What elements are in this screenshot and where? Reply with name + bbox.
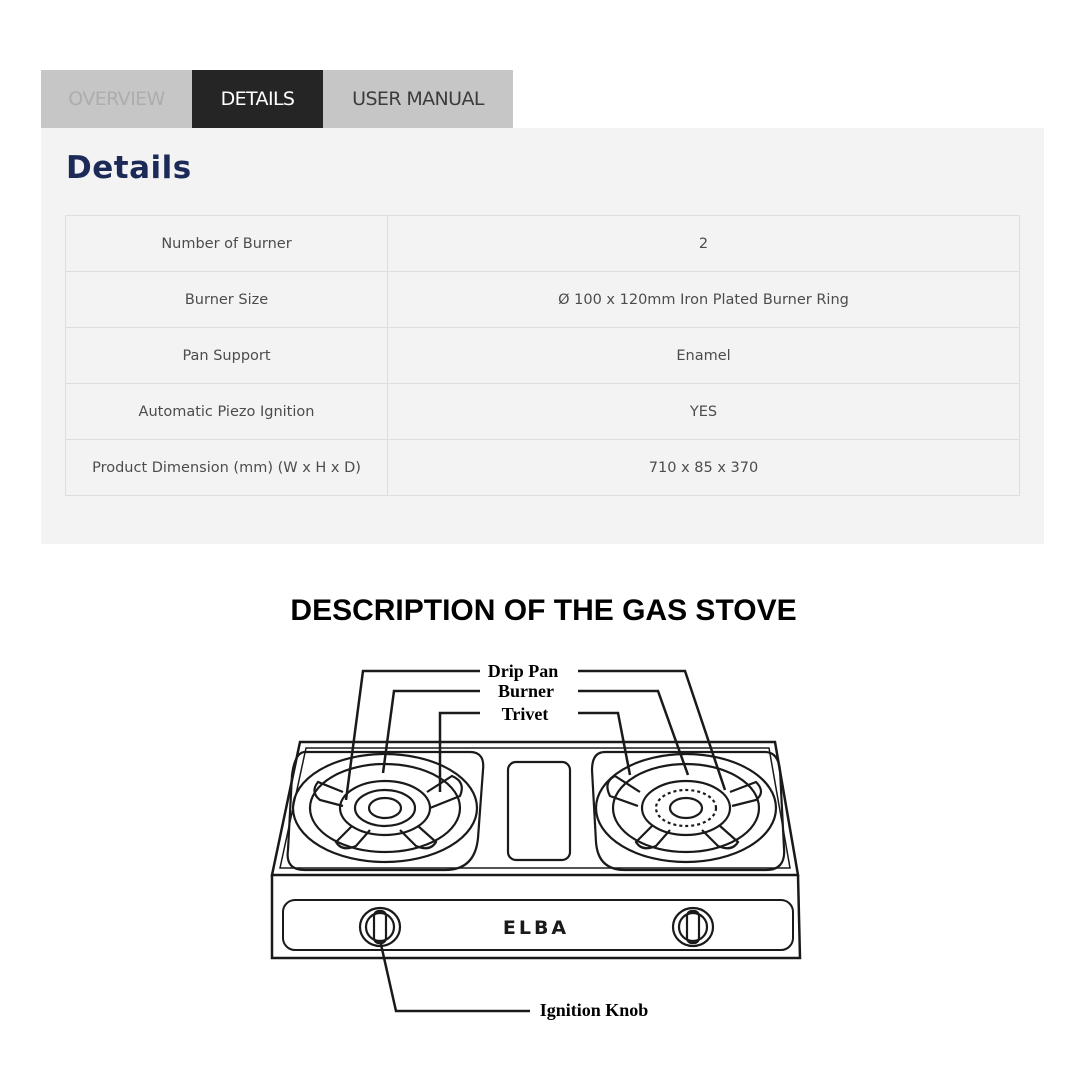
table-row bbox=[66, 216, 1020, 272]
ignition-knob-right-icon bbox=[673, 908, 713, 946]
spec-value: YES bbox=[388, 384, 1020, 440]
spec-key: Burner Size bbox=[66, 272, 388, 328]
tab-details[interactable]: DETAILS bbox=[192, 70, 323, 128]
table-row bbox=[66, 384, 1020, 440]
spec-value: 2 bbox=[388, 216, 1020, 272]
spec-value: Enamel bbox=[388, 328, 1020, 384]
right-burner-assembly bbox=[592, 752, 784, 870]
table-row bbox=[66, 272, 1020, 328]
spec-value: 710 x 85 x 370 bbox=[388, 440, 1020, 496]
spec-key: Pan Support bbox=[66, 328, 388, 384]
tab-bar bbox=[41, 70, 513, 128]
spec-key: Number of Burner bbox=[66, 216, 388, 272]
diagram-heading: DESCRIPTION OF THE GAS STOVE bbox=[290, 594, 797, 627]
table-row bbox=[66, 440, 1020, 496]
gas-stove-diagram bbox=[260, 655, 820, 1035]
left-burner-assembly bbox=[288, 752, 484, 870]
label-ignition-knob: Ignition Knob bbox=[539, 1000, 649, 1020]
label-drip-pan: Drip Pan bbox=[487, 661, 559, 681]
label-burner: Burner bbox=[498, 681, 554, 701]
tab-overview[interactable]: OVERVIEW bbox=[41, 70, 192, 128]
table-row bbox=[66, 328, 1020, 384]
ignition-knob-left-icon bbox=[360, 908, 400, 946]
spec-key: Product Dimension (mm) (W x H x D) bbox=[66, 440, 388, 496]
center-panel bbox=[508, 762, 570, 860]
spec-value: Ø 100 x 120mm Iron Plated Burner Ring bbox=[388, 272, 1020, 328]
elba-logo: ELBA bbox=[502, 917, 570, 939]
details-panel bbox=[41, 128, 1044, 544]
panel-title: Details bbox=[66, 150, 192, 186]
tab-user-manual[interactable]: USER MANUAL bbox=[323, 70, 513, 128]
spec-key: Automatic Piezo Ignition bbox=[66, 384, 388, 440]
label-trivet: Trivet bbox=[501, 704, 549, 724]
spec-table bbox=[65, 215, 1020, 496]
